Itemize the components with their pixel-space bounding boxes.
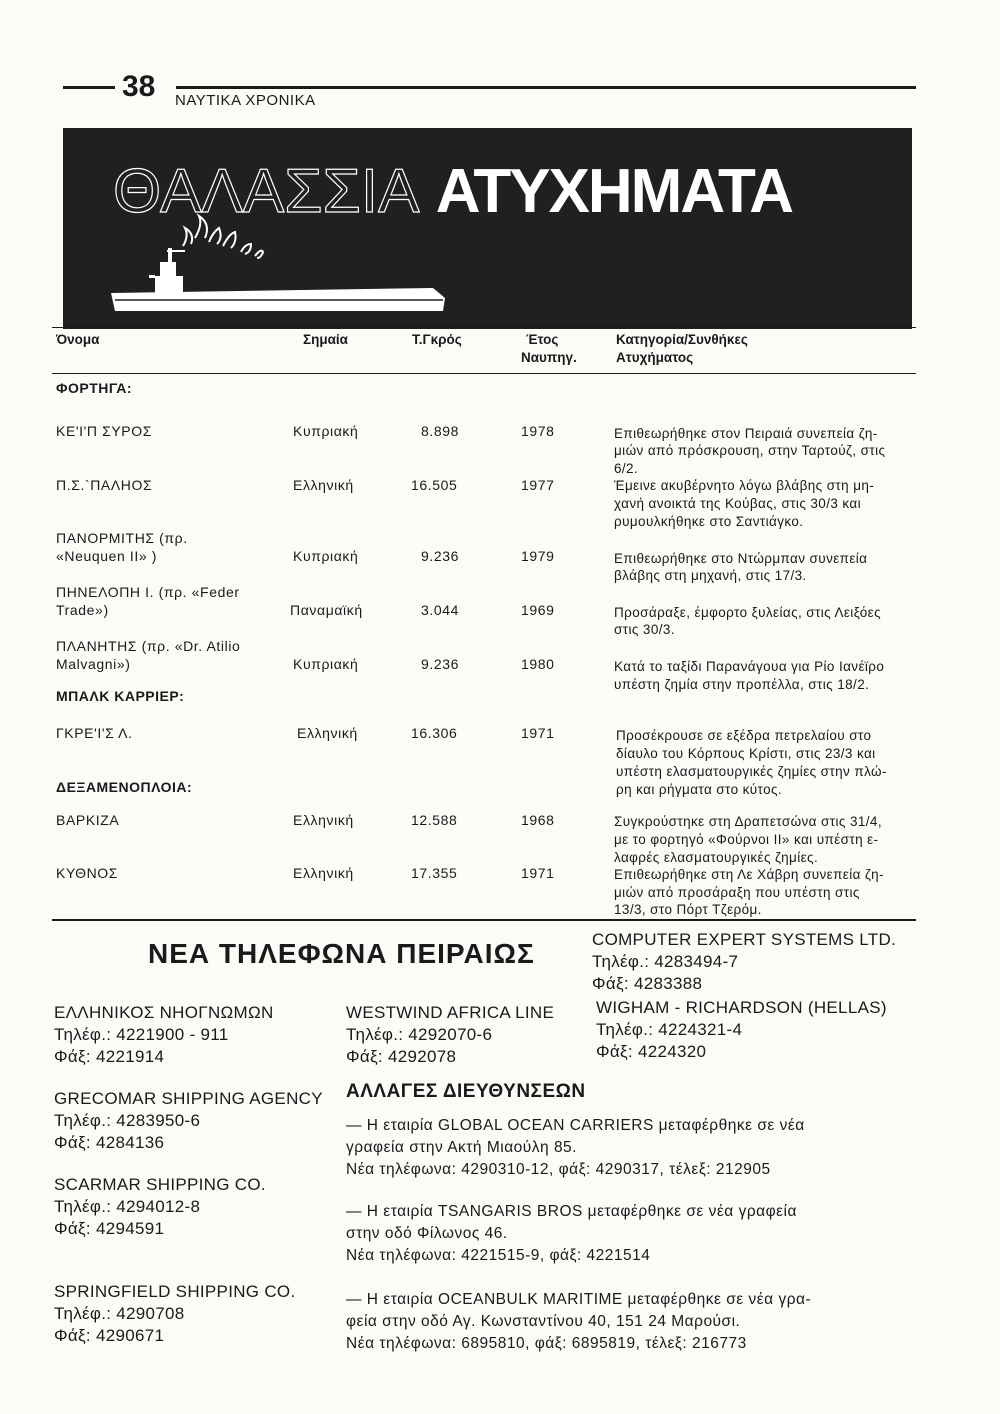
contact-phone: Τηλέφ.: 4221900 - 911	[54, 1025, 229, 1044]
row-name: Trade»)	[56, 602, 109, 618]
header-rule-right	[176, 86, 916, 89]
header-year-1: Έτος	[526, 332, 559, 347]
contact-fax: Φάξ: 4290671	[54, 1326, 165, 1345]
row-flag: Ελληνική	[293, 865, 354, 881]
contact-name: SPRINGFIELD SHIPPING CO.	[54, 1282, 296, 1301]
address-changes-title: ΑΛΛΑΓΕΣ ΔΙΕΥΘΥΝΣΕΩΝ	[346, 1081, 586, 1102]
row-name: ΚΕ'Ι'Π ΣΥΡΟΣ	[56, 423, 152, 439]
row-flag: Κυπριακή	[293, 423, 359, 439]
address-change-line: Νέα τηλέφωνα: 4290310-12, φάξ: 4290317, τέλεξ: 212905	[346, 1161, 771, 1178]
row-tonnage: 12.588	[411, 812, 458, 828]
row-year: 1971	[521, 865, 555, 881]
header-tonnage: Τ.Γκρός	[412, 332, 462, 347]
table-top-rule	[52, 327, 916, 328]
header-category-1: Κατηγορία/Συνθήκες	[616, 332, 748, 347]
address-change-line: Νέα τηλέφωνα: 6895810, φάξ: 6895819, τέλεξ: 216773	[346, 1335, 747, 1352]
burning-ship-icon	[63, 128, 912, 329]
banner-title-bold: ΑΤΥΧΗΜΑΤΑ	[435, 157, 793, 226]
row-tonnage: 9.236	[421, 656, 460, 672]
contact-fax: Φάξ: 4224320	[596, 1042, 707, 1061]
row-name: ΠΗΝΕΛΟΠΗ Ι. (πρ. «Feder	[56, 584, 240, 600]
contact-fax: Φάξ: 4294591	[54, 1219, 165, 1238]
contact-phone: Τηλέφ.: 4283494-7	[592, 952, 739, 971]
contact-name: GRECOMAR SHIPPING AGENCY	[54, 1089, 323, 1108]
row-desc: Επιθεωρήθηκε στο Ντώρμπαν συνεπεία	[614, 551, 868, 566]
row-flag: Παναμαϊκή	[290, 602, 363, 618]
header-year-2: Ναυπηγ.	[521, 350, 577, 365]
row-desc: ρη και ρήγματα στο κύτος.	[616, 782, 783, 797]
row-tonnage: 3.044	[421, 602, 460, 618]
row-flag: Ελληνική	[293, 477, 354, 493]
row-desc: υπέστη ελασματουργικές ζημίες στην πλώ-	[616, 764, 887, 779]
header-name: Όνομα	[56, 332, 100, 347]
page-number: 38	[122, 70, 156, 103]
row-name: ΒΑΡΚΙΖΑ	[56, 812, 120, 828]
contact-fax: Φάξ: 4221914	[54, 1047, 165, 1066]
banner-title-light: ΘΑΛΑΣΣΙΑ	[113, 157, 420, 226]
contact-name: WIGHAM - RICHARDSON (HELLAS)	[596, 998, 887, 1017]
row-name: ΚΥΘΝΟΣ	[56, 865, 119, 881]
row-desc: στις 30/3.	[614, 622, 675, 637]
contact-fax: Φάξ: 4292078	[346, 1047, 457, 1066]
contact-phone: Τηλέφ.: 4290708	[54, 1304, 185, 1323]
header-flag: Σημαία	[303, 332, 348, 347]
address-change-line: Νέα τηλέφωνα: 4221515-9, φάξ: 4221514	[346, 1247, 651, 1264]
address-change-line: — Η εταιρία OCEANBULK MARITIME μεταφέρθηκε σε νέα γρα-	[346, 1291, 812, 1308]
row-name: ΠΑΝΟΡΜΙΤΗΣ (πρ.	[56, 530, 188, 546]
row-name: Π.Σ.`ΠΑΛΗΟΣ	[56, 477, 153, 493]
row-desc: Επιθεωρήθηκε στον Πειραιά συνεπεία ζη-	[614, 426, 878, 441]
row-name: Malvagni»)	[56, 656, 131, 672]
row-tonnage: 16.505	[411, 477, 458, 493]
row-desc: μιών από προσάραξη που υπέστη στις	[614, 885, 860, 900]
section-title: ΦΟΡΤΗΓΑ:	[56, 380, 133, 396]
contact-name: SCARMAR SHIPPING CO.	[54, 1175, 266, 1194]
row-tonnage: 16.306	[411, 725, 458, 741]
table-header-rule	[52, 373, 916, 374]
row-year: 1978	[521, 423, 555, 439]
row-tonnage: 8.898	[421, 423, 460, 439]
row-desc: Κατά το ταξίδι Παρανάγουα για Ρίο Ιανέϊρο	[614, 659, 885, 674]
row-desc: δίαυλο του Κόρπους Κρίστι, στις 23/3 και	[616, 746, 876, 761]
banner	[63, 128, 912, 329]
row-desc: βλάβης στη μηχανή, στις 17/3.	[614, 568, 807, 583]
row-desc: Προσέκρουσε σε εξέδρα πετρελαίου στο	[616, 728, 872, 743]
row-year: 1969	[521, 602, 555, 618]
contact-name: ΕΛΛΗΝΙΚΟΣ ΝΗΟΓΝΩΜΩΝ	[54, 1003, 274, 1022]
row-flag: Κυπριακή	[293, 548, 359, 564]
section-title: ΔΕΞΑΜΕΝΟΠΛΟΙΑ:	[56, 779, 193, 795]
row-desc: Προσάραξε, έμφορτο ξυλείας, στις Λειξόες	[614, 605, 882, 620]
row-tonnage: 9.236	[421, 548, 460, 564]
address-change-line: στην οδό Φίλωνος 46.	[346, 1225, 508, 1242]
row-name: ΠΛΑΝΗΤΗΣ (πρ. «Dr. Atilio	[56, 638, 241, 654]
row-name: ΓΚΡΕ'Ι'Σ Λ.	[56, 725, 133, 741]
row-year: 1977	[521, 477, 555, 493]
header-category-2: Ατυχήματος	[616, 350, 694, 365]
contact-name: COMPUTER EXPERT SYSTEMS LTD.	[592, 930, 897, 949]
row-year: 1980	[521, 656, 555, 672]
contact-phone: Τηλέφ.: 4294012-8	[54, 1197, 201, 1216]
row-desc: Επιθεωρήθηκε στη Λε Χάβρη συνεπεία ζη-	[614, 867, 884, 882]
address-change-line: — Η εταιρία GLOBAL OCEAN CARRIERS μεταφέρθηκε σε νέα	[346, 1117, 805, 1134]
address-change-line: γραφεία στην Ακτή Μιαούλη 85.	[346, 1139, 577, 1156]
row-tonnage: 17.355	[411, 865, 458, 881]
row-flag: Ελληνική	[297, 725, 358, 741]
section-title: ΜΠΑΛΚ ΚΑΡΡΙΕΡ:	[56, 688, 185, 704]
row-flag: Ελληνική	[293, 812, 354, 828]
row-year: 1979	[521, 548, 555, 564]
contact-fax: Φάξ: 4284136	[54, 1133, 165, 1152]
row-desc: ρυμουλκήθηκε στο Σαντιάγκο.	[614, 514, 804, 529]
contact-phone: Τηλέφ.: 4224321-4	[596, 1020, 743, 1039]
contact-name: WESTWIND AFRICA LINE	[346, 1003, 555, 1022]
row-desc: υπέστη ζημία στην προπέλλα, στις 18/2.	[614, 677, 870, 692]
row-desc: Συγκρούστηκε στη Δραπετσώνα στις 31/4,	[614, 814, 882, 829]
row-year: 1971	[521, 725, 555, 741]
row-year: 1968	[521, 812, 555, 828]
address-change-line: φεία στην οδό Αγ. Κωνσταντίνου 40, 151 24 Μαρούσι.	[346, 1313, 741, 1330]
row-desc: λαφρές ελασματουργικές ζημίες.	[614, 850, 819, 865]
contact-phone: Τηλέφ.: 4283950-6	[54, 1111, 201, 1130]
header-rule-left	[63, 86, 115, 89]
row-flag: Κυπριακή	[293, 656, 359, 672]
address-change-line: — Η εταιρία TSANGARIS BROS μεταφέρθηκε σε νέα γραφεία	[346, 1203, 797, 1220]
row-desc: χανή ανοικτά της Κούβας, στις 30/3 και	[614, 496, 861, 511]
table-bottom-rule	[52, 919, 916, 921]
row-name: «Neuquen II» )	[56, 548, 158, 564]
contact-fax: Φάξ: 4283388	[592, 974, 703, 993]
row-desc: Έμεινε ακυβέρνητο λόγω βλάβης στη μη-	[614, 478, 875, 493]
row-desc: 6/2.	[614, 461, 639, 476]
contact-phone: Τηλέφ.: 4292070-6	[346, 1025, 493, 1044]
row-desc: 13/3, στο Πόρτ Τζερόμ.	[614, 902, 762, 917]
phones-title: ΝΕΑ ΤΗΛΕΦΩΝΑ ΠΕΙΡΑΙΩΣ	[148, 938, 535, 969]
row-desc: μιών από πρόσκρουση, στην Ταρτούζ, στις	[614, 443, 886, 458]
publication-title: ΝΑΥΤΙΚΑ ΧΡΟΝΙΚΑ	[175, 92, 316, 109]
row-desc: με το φορτηγό «Φούρνοι ΙΙ» και υπέστη ε-	[614, 832, 879, 847]
